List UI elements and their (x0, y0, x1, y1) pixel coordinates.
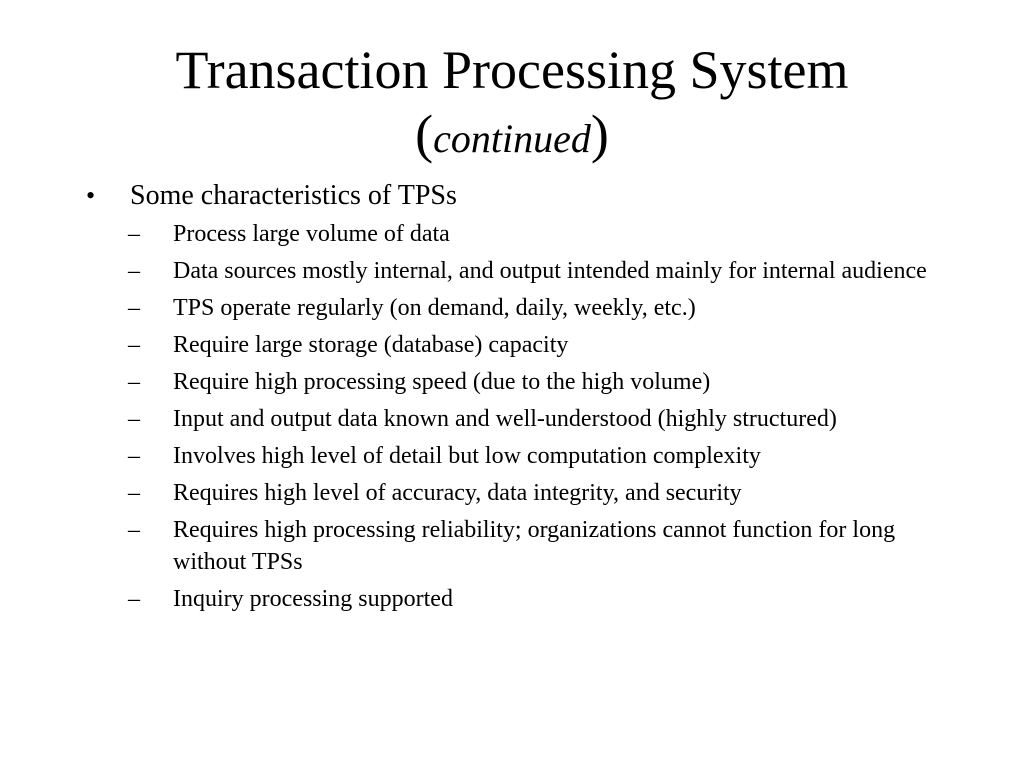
sub-bullet-text: Data sources mostly internal, and output intended mainly for internal audience (173, 258, 927, 284)
title-line-2 (0, 102, 1024, 171)
bullet-text: Some characteristics of TPSs (130, 180, 457, 211)
title-close-paren: ) (590, 104, 609, 164)
title-continued: continued (433, 116, 591, 161)
sub-bullet-item (0, 292, 1024, 324)
sub-bullet-text: Process large volume of data (173, 221, 450, 247)
sub-bullet-item (0, 255, 1024, 287)
dash-icon: – (128, 221, 140, 247)
sub-bullet-list (0, 218, 1024, 615)
title-open-paren: ( (415, 104, 434, 164)
sub-bullet-text: Input and output data known and well-understood (highly structured) (173, 406, 837, 432)
dash-icon: – (128, 332, 140, 358)
sub-bullet-item (0, 366, 1024, 398)
sub-bullet-text: Require large storage (database) capacity (173, 332, 569, 358)
sub-bullet-item (0, 477, 1024, 509)
sub-bullet-text: TPS operate regularly (on demand, daily, weekly, etc.) (173, 295, 696, 321)
sub-bullet-text: Involves high level of detail but low computation complexity (173, 443, 761, 469)
title-line-1: Transaction Processing System (175, 40, 849, 100)
dash-icon: – (128, 406, 140, 432)
bullet-icon: • (86, 181, 96, 210)
sub-bullet-item (0, 218, 1024, 250)
bullet-item (0, 178, 1024, 218)
sub-bullet-text: Requires high processing reliability; organizations cannot function for long without TPSs (173, 517, 896, 575)
dash-icon: – (128, 443, 140, 469)
dash-icon: – (128, 480, 140, 506)
sub-bullet-item (0, 583, 1024, 615)
dash-icon: – (128, 369, 140, 395)
slide-content (0, 178, 1024, 620)
dash-icon: – (128, 295, 140, 321)
sub-bullet-item (0, 329, 1024, 361)
sub-bullet-text: Inquiry processing supported (173, 586, 453, 612)
sub-bullet-text: Require high processing speed (due to the high volume) (173, 369, 711, 395)
sub-bullet-text: Requires high level of accuracy, data integrity, and security (173, 480, 742, 506)
slide-title (0, 38, 1024, 171)
dash-icon: – (128, 258, 140, 284)
dash-icon: – (128, 586, 140, 612)
dash-icon: – (128, 517, 140, 543)
sub-bullet-item (0, 514, 1024, 578)
sub-bullet-item (0, 403, 1024, 435)
sub-bullet-item (0, 440, 1024, 472)
